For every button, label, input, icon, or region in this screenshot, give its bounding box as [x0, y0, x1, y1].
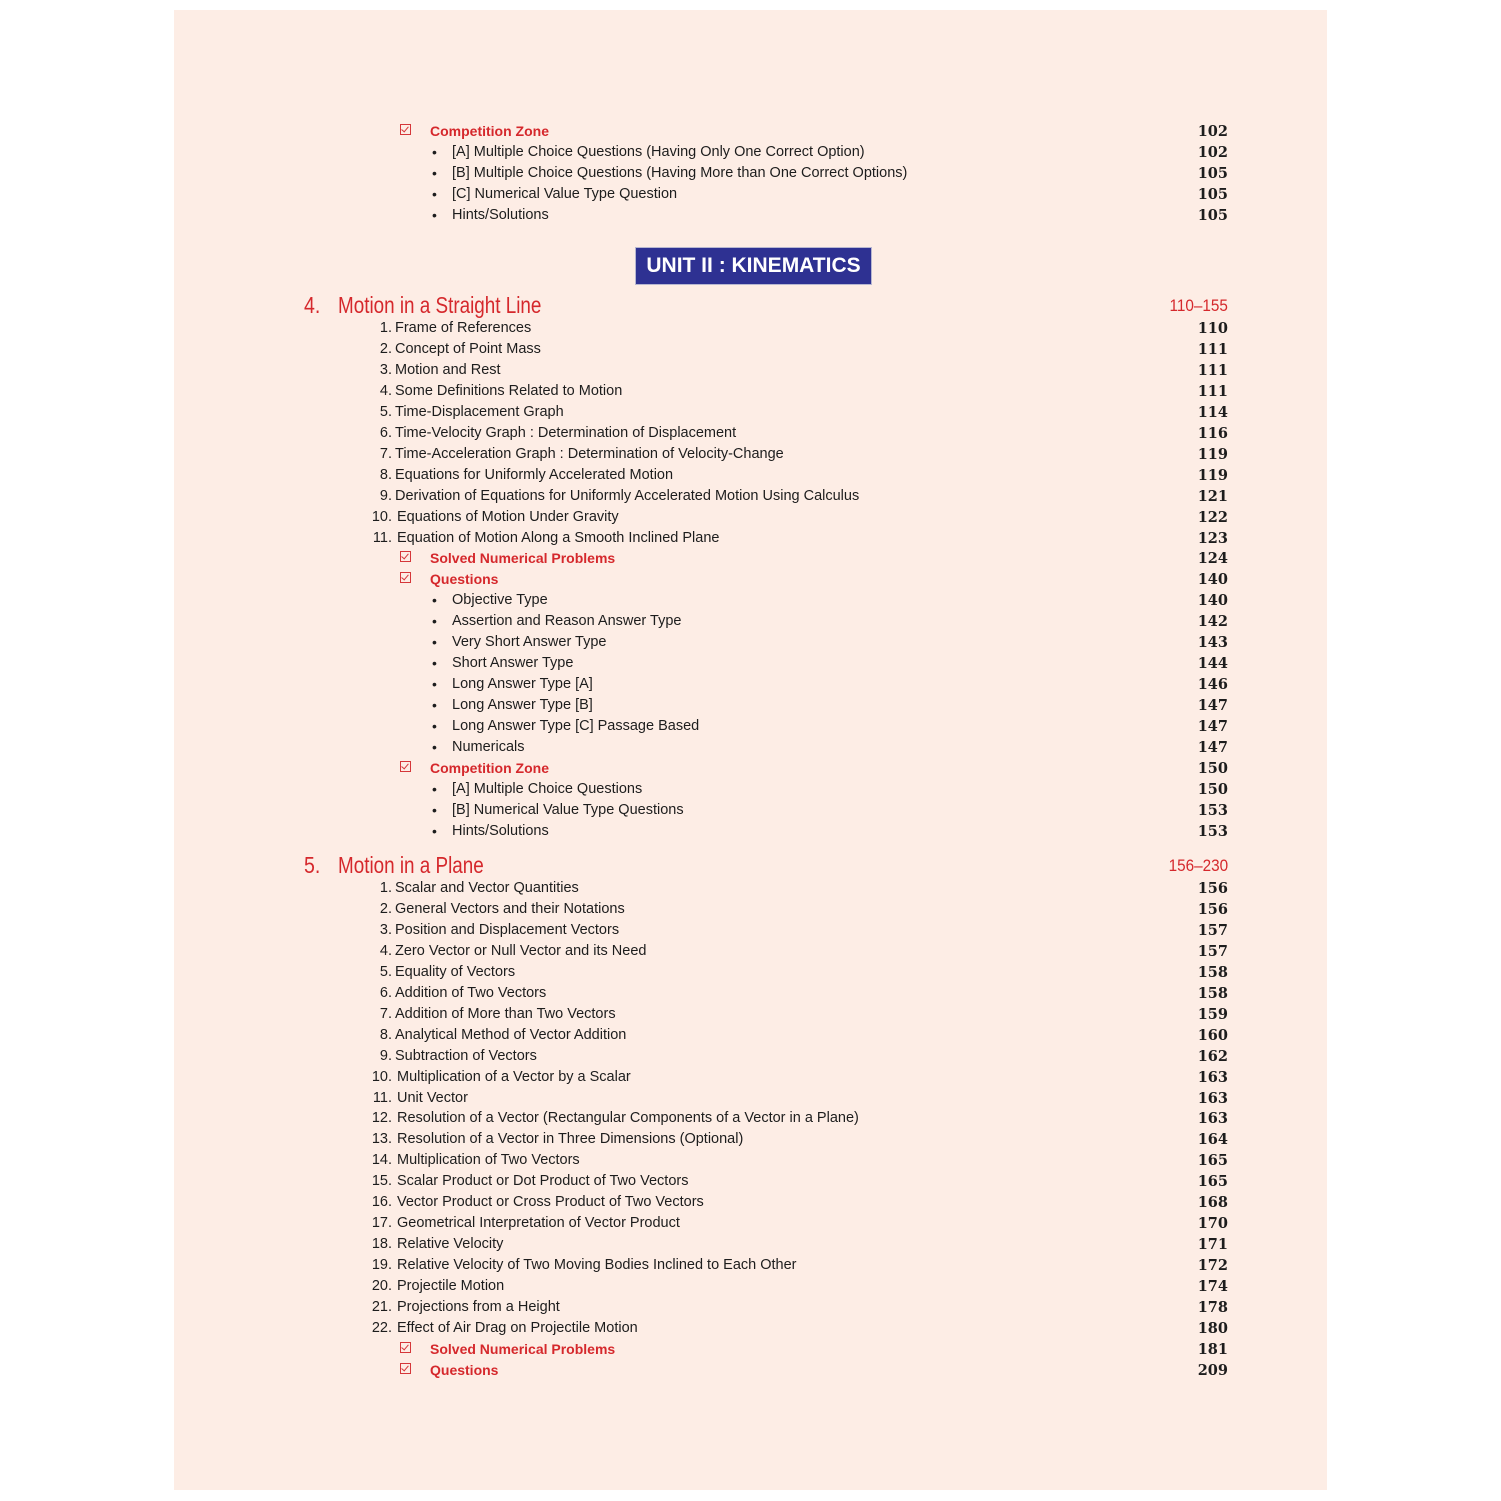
section-row[interactable]: [174, 1360, 1327, 1381]
topic-number: 2.: [379, 900, 392, 917]
bullet-label: [B] Multiple Choice Questions (Having More than One Correct Options): [452, 164, 908, 181]
topic-row[interactable]: [174, 381, 1327, 402]
section-row[interactable]: [174, 548, 1327, 569]
bullet-label: Short Answer Type: [452, 655, 574, 672]
topic-label: Scalar and Vector Quantities: [395, 880, 579, 896]
section-label: Competition Zone: [430, 123, 549, 139]
topic-row[interactable]: [174, 1234, 1327, 1255]
topic-row[interactable]: [174, 941, 1327, 962]
bullet-icon: •: [432, 613, 437, 630]
page-number: 157: [1197, 921, 1228, 939]
topic-number: 5.: [379, 963, 392, 980]
topic-number: 9.: [379, 487, 392, 504]
page-number: 144: [1197, 655, 1228, 673]
bullet-icon: •: [432, 697, 437, 714]
page-number: 142: [1197, 613, 1228, 631]
checkbox-icon: [400, 1342, 411, 1353]
topic-row[interactable]: [174, 983, 1327, 1004]
topic-number: 6.: [379, 424, 392, 441]
topic-number: 10.: [371, 1068, 392, 1085]
section-row[interactable]: [174, 569, 1327, 590]
bullet-row[interactable]: [174, 632, 1327, 653]
bullet-row[interactable]: [174, 800, 1327, 821]
page-number: 172: [1197, 1257, 1228, 1275]
page-number: 156: [1197, 900, 1228, 918]
topic-row[interactable]: [174, 465, 1327, 486]
topic-number: 14.: [371, 1152, 392, 1169]
bullet-label: Assertion and Reason Answer Type: [452, 613, 682, 630]
page-number: 147: [1197, 697, 1228, 715]
section-label: Questions: [430, 1361, 499, 1378]
bullet-icon: •: [432, 143, 437, 160]
topic-label: Vector Product or Cross Product of Two Vectors: [397, 1194, 704, 1211]
topic-number: 5.: [379, 403, 392, 420]
bullet-row[interactable]: [174, 695, 1327, 716]
bullet-icon: •: [432, 718, 437, 735]
bullet-row[interactable]: [174, 163, 1327, 184]
page-number: 171: [1197, 1236, 1228, 1254]
topic-number: 10.: [371, 508, 392, 525]
page-number: 147: [1197, 739, 1228, 756]
page-number: 153: [1197, 801, 1228, 819]
topic-row[interactable]: [174, 1213, 1327, 1234]
page-number: 170: [1197, 1215, 1228, 1233]
bullet-row[interactable]: [174, 184, 1327, 205]
section-label: Solved Numerical Problems: [430, 1340, 616, 1357]
section-label: Competition Zone: [430, 759, 549, 776]
topic-row[interactable]: [174, 920, 1327, 941]
page-number: 121: [1197, 487, 1228, 505]
page-number: 156: [1197, 880, 1228, 897]
topic-row[interactable]: [174, 1255, 1327, 1276]
topic-number: 21.: [371, 1299, 392, 1315]
page-number: 209: [1197, 1361, 1228, 1379]
topic-number: 1.: [379, 320, 392, 336]
topic-number: 15.: [371, 1173, 392, 1190]
topic-label: Equations for Uniformly Accelerated Motion: [395, 466, 674, 483]
topic-row[interactable]: [174, 486, 1327, 507]
page-number: 140: [1197, 571, 1228, 589]
topic-label: Addition of More than Two Vectors: [395, 1005, 616, 1022]
topic-row[interactable]: [174, 1108, 1327, 1129]
page-number: 163: [1197, 1089, 1228, 1107]
topic-label: Resolution of a Vector in Three Dimensions (Optional): [397, 1131, 744, 1148]
page-number: 153: [1197, 822, 1228, 840]
topic-row[interactable]: [174, 1088, 1327, 1109]
bullet-label: Numericals: [452, 739, 525, 755]
toc-page: [174, 10, 1327, 1490]
bullet-label: Hints/Solutions: [452, 206, 549, 223]
topic-row[interactable]: [174, 402, 1327, 423]
topic-number: 19.: [371, 1257, 392, 1274]
topic-label: Scalar Product or Dot Product of Two Vectors: [397, 1173, 689, 1190]
topic-number: 12.: [371, 1110, 392, 1127]
bullet-row[interactable]: [174, 716, 1327, 737]
topic-label: Projectile Motion: [397, 1278, 505, 1295]
page-number: 157: [1197, 942, 1228, 960]
topic-label: Equality of Vectors: [395, 963, 516, 980]
topic-number: 11.: [372, 1089, 392, 1106]
page-number: 158: [1197, 984, 1228, 1002]
topic-row[interactable]: [174, 1171, 1327, 1192]
page-number: 110: [1197, 320, 1228, 337]
bullet-label: Long Answer Type [C] Passage Based: [452, 718, 700, 735]
chapter-title: Motion in a Plane: [338, 852, 484, 878]
checkbox-icon: [400, 124, 411, 135]
page-number: 122: [1197, 508, 1228, 526]
topic-number: 8.: [379, 466, 392, 483]
topic-label: Equations of Motion Under Gravity: [397, 508, 619, 525]
chapter-title: Motion in a Straight Line: [338, 292, 542, 318]
topic-row[interactable]: [174, 339, 1327, 360]
topic-label: Time-Displacement Graph: [395, 403, 564, 420]
topic-number: 9.: [379, 1047, 392, 1064]
topic-number: 6.: [379, 984, 392, 1001]
topic-number: 7.: [379, 1005, 392, 1022]
page-number: 102: [1197, 123, 1228, 140]
chapter-number: 4.: [304, 292, 321, 318]
topic-label: Relative Velocity: [397, 1236, 504, 1253]
topic-label: Frame of References: [395, 320, 532, 336]
page-number: 119: [1197, 445, 1228, 463]
bullet-row[interactable]: [174, 590, 1327, 611]
page-number: 111: [1197, 340, 1228, 358]
topic-label: Unit Vector: [397, 1089, 468, 1106]
topic-number: 3.: [379, 361, 392, 378]
topic-row[interactable]: [174, 1129, 1327, 1150]
bullet-icon: •: [432, 780, 437, 797]
page-number: 147: [1197, 718, 1228, 736]
section-row[interactable]: [174, 758, 1327, 779]
page-number: 114: [1197, 403, 1228, 421]
bullet-label: [A] Multiple Choice Questions: [452, 780, 643, 797]
section-row[interactable]: [174, 1339, 1327, 1360]
chapter-number: 5.: [304, 852, 321, 878]
topic-row[interactable]: [174, 444, 1327, 465]
topic-row[interactable]: [174, 423, 1327, 444]
page-number: 164: [1197, 1131, 1228, 1149]
page-number: 124: [1197, 550, 1228, 568]
bullet-label: Hints/Solutions: [452, 822, 549, 839]
page-number: 146: [1197, 676, 1228, 694]
topic-number: 20.: [371, 1278, 392, 1295]
topic-number: 1.: [379, 880, 392, 896]
topic-number: 18.: [371, 1236, 392, 1253]
topic-row[interactable]: [174, 1025, 1327, 1046]
topic-label: Equation of Motion Along a Smooth Inclined Plane: [397, 529, 720, 546]
topic-label: Geometrical Interpretation of Vector Product: [397, 1215, 680, 1232]
bullet-icon: •: [432, 206, 437, 223]
topic-label: Multiplication of a Vector by a Scalar: [397, 1068, 631, 1085]
page-number: 162: [1197, 1047, 1228, 1065]
topic-row[interactable]: [174, 1046, 1327, 1067]
topic-number: 4.: [379, 942, 392, 959]
topic-number: 17.: [371, 1215, 392, 1232]
bullet-label: [A] Multiple Choice Questions (Having Only One Correct Option): [452, 143, 865, 160]
bullet-row[interactable]: [174, 653, 1327, 674]
topic-number: 2.: [379, 340, 392, 357]
page-number: 165: [1197, 1173, 1228, 1191]
bullet-label: Long Answer Type [A]: [452, 676, 593, 693]
bullet-row[interactable]: [174, 821, 1327, 842]
page-number: 150: [1197, 759, 1228, 777]
checkbox-icon: [400, 572, 411, 583]
chapter-page-range: 156–230: [1168, 856, 1228, 875]
topic-row[interactable]: [174, 962, 1327, 983]
page-number: 163: [1197, 1110, 1228, 1128]
page-number: 102: [1197, 143, 1228, 161]
topic-row[interactable]: [174, 1276, 1327, 1297]
checkbox-icon: [400, 551, 411, 562]
topic-label: Position and Displacement Vectors: [395, 921, 620, 938]
bullet-icon: •: [432, 592, 437, 609]
topic-label: Zero Vector or Null Vector and its Need: [395, 942, 647, 959]
topic-label: Some Definitions Related to Motion: [395, 382, 623, 399]
page-number: 174: [1197, 1278, 1228, 1296]
topic-number: 22.: [371, 1319, 392, 1336]
section-row[interactable]: [174, 121, 1327, 142]
page-number: 123: [1197, 529, 1228, 547]
bullet-row[interactable]: [174, 142, 1327, 163]
bullet-label: Objective Type: [452, 592, 548, 609]
topic-row[interactable]: [174, 1192, 1327, 1213]
topic-number: 11.: [372, 529, 392, 546]
bullet-icon: •: [432, 676, 437, 693]
topic-label: Subtraction of Vectors: [395, 1047, 537, 1064]
bullet-icon: •: [432, 634, 437, 651]
topic-row[interactable]: [174, 899, 1327, 920]
page-number: 163: [1197, 1068, 1228, 1086]
topic-number: 3.: [379, 921, 392, 938]
page-number: 105: [1197, 206, 1228, 224]
bullet-row[interactable]: [174, 737, 1327, 758]
topic-row[interactable]: [174, 507, 1327, 528]
topic-row[interactable]: [174, 1150, 1327, 1171]
topic-number: 7.: [379, 445, 392, 462]
unit-banner: UNIT II : KINEMATICS: [635, 247, 872, 285]
page-number: 168: [1197, 1194, 1228, 1212]
page-number: 150: [1197, 780, 1228, 798]
topic-row[interactable]: [174, 1297, 1327, 1318]
section-label: Solved Numerical Problems: [430, 550, 616, 567]
bullet-icon: •: [432, 185, 437, 202]
bullet-icon: •: [432, 822, 437, 839]
topic-label: Concept of Point Mass: [395, 340, 541, 357]
topic-label: Analytical Method of Vector Addition: [395, 1026, 627, 1043]
topic-label: Derivation of Equations for Uniformly Accelerated Motion Using Calculus: [395, 487, 860, 504]
topic-label: Projections from a Height: [397, 1299, 560, 1315]
topic-label: Time-Acceleration Graph : Determination of Velocity-Change: [395, 445, 784, 462]
topic-label: General Vectors and their Notations: [395, 900, 625, 917]
checkbox-icon: [400, 1363, 411, 1374]
bullet-label: Very Short Answer Type: [452, 634, 607, 651]
chapter-heading[interactable]: [174, 290, 1327, 320]
bullet-icon: •: [432, 739, 437, 755]
bullet-label: [B] Numerical Value Type Questions: [452, 801, 684, 818]
topic-number: 8.: [379, 1026, 392, 1043]
topic-row[interactable]: [174, 318, 1327, 339]
topic-label: Effect of Air Drag on Projectile Motion: [397, 1319, 638, 1336]
page-number: 105: [1197, 164, 1228, 182]
page-number: 178: [1197, 1299, 1228, 1316]
bullet-icon: •: [432, 801, 437, 818]
bullet-row[interactable]: [174, 779, 1327, 800]
bullet-label: [C] Numerical Value Type Question: [452, 185, 678, 202]
page-number: 119: [1197, 466, 1228, 484]
bullet-row[interactable]: [174, 611, 1327, 632]
page-number: 180: [1197, 1319, 1228, 1337]
page-number: 158: [1197, 963, 1228, 981]
bullet-row[interactable]: [174, 674, 1327, 695]
topic-number: 13.: [371, 1131, 392, 1148]
page-number: 160: [1197, 1026, 1228, 1044]
topic-row[interactable]: [174, 528, 1327, 549]
chapter-page-range: 110–155: [1169, 296, 1228, 315]
topic-label: Time-Velocity Graph : Determination of Displacement: [395, 424, 737, 441]
page-number: 165: [1197, 1152, 1228, 1170]
topic-row[interactable]: [174, 1004, 1327, 1025]
section-label: Questions: [430, 571, 499, 588]
page-number: 111: [1197, 361, 1228, 379]
topic-label: Relative Velocity of Two Moving Bodies Inclined to Each Other: [397, 1257, 797, 1274]
page-number: 159: [1197, 1005, 1228, 1023]
bullet-row[interactable]: [174, 205, 1327, 226]
topic-label: Addition of Two Vectors: [395, 984, 547, 1001]
topic-number: 4.: [379, 382, 392, 399]
topic-row[interactable]: [174, 878, 1327, 899]
page-number: 140: [1197, 592, 1228, 610]
topic-row[interactable]: [174, 1318, 1327, 1339]
page-number: 111: [1197, 382, 1228, 400]
chapter-heading[interactable]: [174, 850, 1327, 880]
checkbox-icon: [400, 761, 411, 772]
topic-row[interactable]: [174, 360, 1327, 381]
page-number: 105: [1197, 185, 1228, 203]
bullet-icon: •: [432, 164, 437, 181]
topic-label: Motion and Rest: [395, 361, 501, 378]
page-number: 181: [1197, 1340, 1228, 1358]
topic-label: Resolution of a Vector (Rectangular Components of a Vector in a Plane): [397, 1110, 859, 1127]
topic-row[interactable]: [174, 1067, 1327, 1088]
topic-label: Multiplication of Two Vectors: [397, 1152, 580, 1169]
topic-number: 16.: [371, 1194, 392, 1211]
page-number: 143: [1197, 634, 1228, 652]
bullet-icon: •: [432, 655, 437, 672]
bullet-label: Long Answer Type [B]: [452, 697, 593, 714]
page-number: 116: [1197, 424, 1228, 442]
